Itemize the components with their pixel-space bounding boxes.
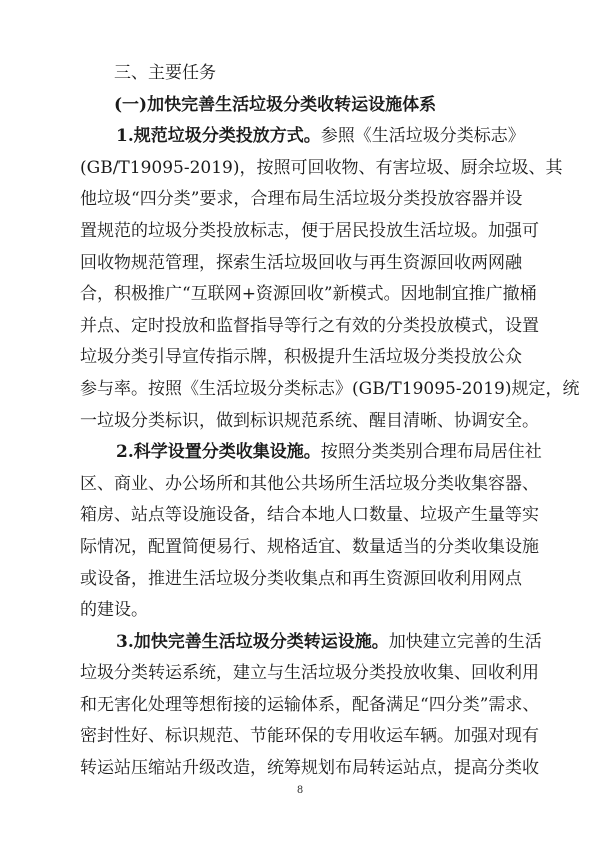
item-1-first-line bbox=[80, 121, 525, 153]
item-3-line: 转运站压缩站升级改造，统筹规划布局转运站点，提高分类收 bbox=[80, 758, 539, 779]
item-1-line: 合，积极推广“互联网+资源回收”新模式。因地制宜推广撤桶 bbox=[80, 284, 537, 305]
item-2-line: 区、商业、办公场所和其他公共场所生活垃圾分类收集容器、 bbox=[80, 473, 539, 494]
subsection-heading: (一)加快完善生活垃圾分类收转运设施体系 bbox=[114, 94, 437, 115]
item-2-line: 箱房、站点等设施设备，结合本地人口数量、垃圾产生量等实 bbox=[80, 505, 539, 526]
item-1-title: 1.规范垃圾分类投放方式。 bbox=[116, 126, 321, 147]
item-2-line: 际情况，配置简便易行、规格适宜、数量适当的分类收集设施 bbox=[80, 536, 539, 557]
item-3-line: 和无害化处理等想衔接的运输体系，配备满足“四分类”需求、 bbox=[80, 694, 540, 715]
item-3-title: 3.加快完善生活垃圾分类转运设施。 bbox=[116, 631, 389, 652]
document-body bbox=[80, 58, 580, 785]
item-2-title: 2.科学设置分类收集设施。 bbox=[116, 442, 321, 463]
item-2-line: 的建设。 bbox=[80, 600, 148, 621]
item-1-line: 置规范的垃圾分类投放标志，便于居民投放生活垃圾。加强可 bbox=[80, 220, 539, 241]
item-1-line: (GB/T19095-2019)，按照可回收物、有害垃圾、厨余垃圾、其 bbox=[80, 157, 563, 178]
item-1-line: 参与率。按照《生活垃圾分类标志》(GB/T19095-2019)规定，统 bbox=[80, 378, 580, 399]
item-2-first-line bbox=[80, 437, 542, 469]
item-1-first-line-rest: 参照《生活垃圾分类标志》 bbox=[320, 126, 525, 147]
item-3-first-line-rest: 加快建立完善的生活 bbox=[388, 631, 542, 652]
item-2-first-line-rest: 按照分类类别合理布局居住社 bbox=[320, 442, 542, 463]
item-1-line: 他垃圾“四分类”要求，合理布局生活垃圾分类投放容器并设 bbox=[80, 189, 523, 210]
page-number: 8 bbox=[296, 785, 304, 796]
item-1-line: 回收物规范管理，探索生活垃圾回收与再生资源回收两网融 bbox=[80, 252, 522, 273]
item-3-line: 密封性好、标识规范、节能环保的专用收运车辆。加强对现有 bbox=[80, 726, 539, 747]
item-1-line: 并点、定时投放和监督指导等行之有效的分类投放模式，设置 bbox=[80, 315, 539, 336]
item-1-line: 垃圾分类引导宣传指示牌，积极提升生活垃圾分类投放公众 bbox=[80, 347, 522, 368]
section-heading: 三、主要任务 bbox=[114, 63, 216, 83]
item-3-line: 垃圾分类转运系统，建立与生活垃圾分类投放收集、回收利用 bbox=[80, 663, 539, 684]
item-3-first-line bbox=[80, 627, 542, 659]
item-2-line: 或设备，推进生活垃圾分类收集点和再生资源回收利用网点 bbox=[80, 568, 522, 589]
item-1-line: 一垃圾分类标识，做到标识规范系统、醒目清晰、协调安全。 bbox=[80, 410, 539, 431]
